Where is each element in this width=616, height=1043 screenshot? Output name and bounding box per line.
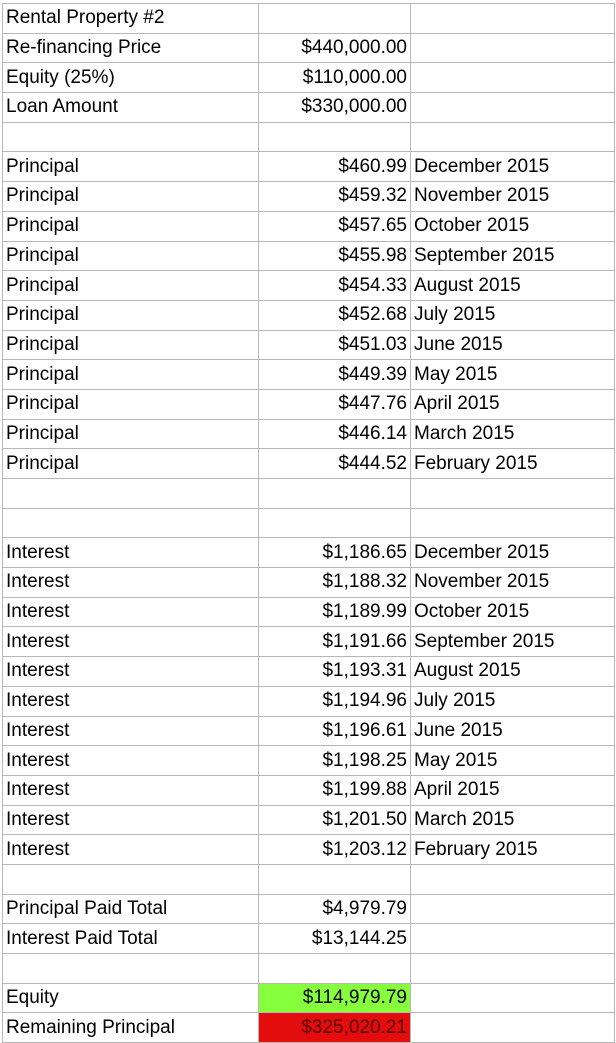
label-cell[interactable]: Principal — [3, 182, 259, 212]
amount-cell[interactable]: $1,196.61 — [259, 716, 411, 746]
table-row — [3, 241, 615, 271]
table-row — [3, 122, 615, 152]
amount-cell[interactable] — [259, 4, 411, 34]
label-cell[interactable]: Principal Paid Total — [3, 894, 259, 924]
label-cell[interactable] — [3, 864, 259, 894]
amount-cell[interactable] — [259, 122, 411, 152]
label-cell[interactable]: Re-financing Price — [3, 33, 259, 63]
table-row — [3, 983, 615, 1013]
amount-cell[interactable]: $1,198.25 — [259, 746, 411, 776]
amount-cell[interactable]: $454.33 — [259, 271, 411, 301]
month-cell[interactable] — [411, 954, 615, 984]
amount-cell[interactable]: $1,193.31 — [259, 657, 411, 687]
amount-cell[interactable]: $455.98 — [259, 241, 411, 271]
amount-cell[interactable]: $446.14 — [259, 419, 411, 449]
amount-cell[interactable]: $440,000.00 — [259, 33, 411, 63]
label-cell[interactable]: Interest — [3, 657, 259, 687]
label-cell[interactable]: Principal — [3, 152, 259, 182]
amount-cell[interactable]: $447.76 — [259, 389, 411, 419]
remaining-principal-cell[interactable]: $325,020.21 — [259, 1013, 411, 1043]
label-cell[interactable]: Interest — [3, 805, 259, 835]
month-cell[interactable]: October 2015 — [411, 211, 615, 241]
label-cell[interactable]: Principal — [3, 360, 259, 390]
month-cell[interactable]: April 2015 — [411, 389, 615, 419]
month-cell[interactable]: August 2015 — [411, 271, 615, 301]
label-cell[interactable]: Interest — [3, 835, 259, 865]
table-row — [3, 775, 615, 805]
amount-cell[interactable] — [259, 954, 411, 984]
table-row — [3, 449, 615, 479]
label-cell[interactable]: Remaining Principal — [3, 1013, 259, 1043]
amount-cell[interactable]: $1,188.32 — [259, 568, 411, 598]
table-row — [3, 954, 615, 984]
table-row — [3, 508, 615, 538]
label-cell[interactable]: Interest — [3, 568, 259, 598]
table-row — [3, 835, 615, 865]
month-cell[interactable] — [411, 508, 615, 538]
month-cell[interactable]: June 2015 — [411, 330, 615, 360]
month-cell[interactable] — [411, 63, 615, 93]
label-cell[interactable]: Interest — [3, 746, 259, 776]
label-cell[interactable]: Equity — [3, 983, 259, 1013]
month-cell[interactable]: December 2015 — [411, 152, 615, 182]
month-cell[interactable]: July 2015 — [411, 686, 615, 716]
month-cell[interactable]: December 2015 — [411, 538, 615, 568]
month-cell[interactable]: February 2015 — [411, 449, 615, 479]
table-row — [3, 63, 615, 93]
amount-cell[interactable]: $459.32 — [259, 182, 411, 212]
month-cell[interactable]: July 2015 — [411, 300, 615, 330]
month-cell[interactable]: March 2015 — [411, 419, 615, 449]
label-cell[interactable]: Principal — [3, 300, 259, 330]
amount-cell[interactable]: $1,201.50 — [259, 805, 411, 835]
label-cell[interactable]: Interest — [3, 597, 259, 627]
table-row — [3, 330, 615, 360]
month-cell[interactable] — [411, 33, 615, 63]
month-cell[interactable]: March 2015 — [411, 805, 615, 835]
month-cell[interactable] — [411, 983, 615, 1013]
month-cell[interactable]: November 2015 — [411, 568, 615, 598]
table-row — [3, 211, 615, 241]
amount-cell[interactable]: $13,144.25 — [259, 924, 411, 954]
amount-cell[interactable] — [259, 508, 411, 538]
amount-cell[interactable]: $110,000.00 — [259, 63, 411, 93]
label-cell[interactable]: Principal — [3, 389, 259, 419]
amount-cell[interactable]: $1,199.88 — [259, 775, 411, 805]
label-cell[interactable]: Interest Paid Total — [3, 924, 259, 954]
month-cell[interactable]: February 2015 — [411, 835, 615, 865]
label-cell[interactable]: Loan Amount — [3, 93, 259, 123]
month-cell[interactable] — [411, 1013, 615, 1043]
label-cell[interactable]: Equity (25%) — [3, 63, 259, 93]
table-row — [3, 152, 615, 182]
month-cell[interactable]: November 2015 — [411, 182, 615, 212]
table-row — [3, 864, 615, 894]
month-cell[interactable]: September 2015 — [411, 241, 615, 271]
table-row — [3, 924, 615, 954]
table-row — [3, 360, 615, 390]
table-row — [3, 538, 615, 568]
table-row — [3, 33, 615, 63]
amount-cell[interactable]: $1,186.65 — [259, 538, 411, 568]
month-cell[interactable]: October 2015 — [411, 597, 615, 627]
table-row — [3, 182, 615, 212]
amount-cell[interactable]: $330,000.00 — [259, 93, 411, 123]
label-cell[interactable]: Interest — [3, 686, 259, 716]
amount-cell[interactable]: $451.03 — [259, 330, 411, 360]
month-cell[interactable] — [411, 479, 615, 509]
month-cell[interactable] — [411, 122, 615, 152]
amount-cell[interactable]: $449.39 — [259, 360, 411, 390]
amount-cell[interactable]: $457.65 — [259, 211, 411, 241]
label-cell[interactable]: Principal — [3, 241, 259, 271]
spreadsheet-grid — [2, 3, 615, 1043]
month-cell[interactable] — [411, 924, 615, 954]
table-row — [3, 716, 615, 746]
label-cell[interactable]: Principal — [3, 419, 259, 449]
label-cell[interactable]: Interest — [3, 716, 259, 746]
label-cell[interactable]: Principal — [3, 211, 259, 241]
label-cell[interactable]: Principal — [3, 449, 259, 479]
month-cell[interactable] — [411, 4, 615, 34]
table-row — [3, 93, 615, 123]
amount-cell[interactable]: $452.68 — [259, 300, 411, 330]
label-cell[interactable] — [3, 508, 259, 538]
month-cell[interactable] — [411, 93, 615, 123]
amount-cell[interactable] — [259, 479, 411, 509]
table-row — [3, 627, 615, 657]
table-row — [3, 300, 615, 330]
table-row — [3, 805, 615, 835]
table-row — [3, 419, 615, 449]
table-row — [3, 479, 615, 509]
label-cell[interactable]: Rental Property #2 — [3, 4, 259, 34]
month-cell[interactable]: May 2015 — [411, 746, 615, 776]
table-row — [3, 271, 615, 301]
label-cell[interactable] — [3, 954, 259, 984]
table-row — [3, 597, 615, 627]
table-row — [3, 657, 615, 687]
label-cell[interactable]: Principal — [3, 271, 259, 301]
month-cell[interactable]: September 2015 — [411, 627, 615, 657]
table-row — [3, 389, 615, 419]
table-row — [3, 686, 615, 716]
table-row — [3, 1013, 615, 1043]
label-cell[interactable]: Interest — [3, 627, 259, 657]
amount-cell[interactable]: $4,979.79 — [259, 894, 411, 924]
amount-cell[interactable]: $1,194.96 — [259, 686, 411, 716]
amount-cell[interactable] — [259, 864, 411, 894]
month-cell[interactable]: August 2015 — [411, 657, 615, 687]
label-cell[interactable] — [3, 122, 259, 152]
month-cell[interactable] — [411, 864, 615, 894]
month-cell[interactable]: April 2015 — [411, 775, 615, 805]
month-cell[interactable] — [411, 894, 615, 924]
amount-cell[interactable]: $1,189.99 — [259, 597, 411, 627]
label-cell[interactable] — [3, 479, 259, 509]
equity-total-cell[interactable]: $114,979.79 — [259, 983, 411, 1013]
amount-cell[interactable]: $444.52 — [259, 449, 411, 479]
amount-cell[interactable]: $460.99 — [259, 152, 411, 182]
table-row — [3, 746, 615, 776]
month-cell[interactable]: May 2015 — [411, 360, 615, 390]
month-cell[interactable]: June 2015 — [411, 716, 615, 746]
table-row — [3, 4, 615, 34]
amount-cell[interactable]: $1,191.66 — [259, 627, 411, 657]
label-cell[interactable]: Interest — [3, 538, 259, 568]
table-row — [3, 568, 615, 598]
label-cell[interactable]: Principal — [3, 330, 259, 360]
spreadsheet-body — [3, 4, 615, 1043]
label-cell[interactable]: Interest — [3, 775, 259, 805]
table-row — [3, 894, 615, 924]
amount-cell[interactable]: $1,203.12 — [259, 835, 411, 865]
